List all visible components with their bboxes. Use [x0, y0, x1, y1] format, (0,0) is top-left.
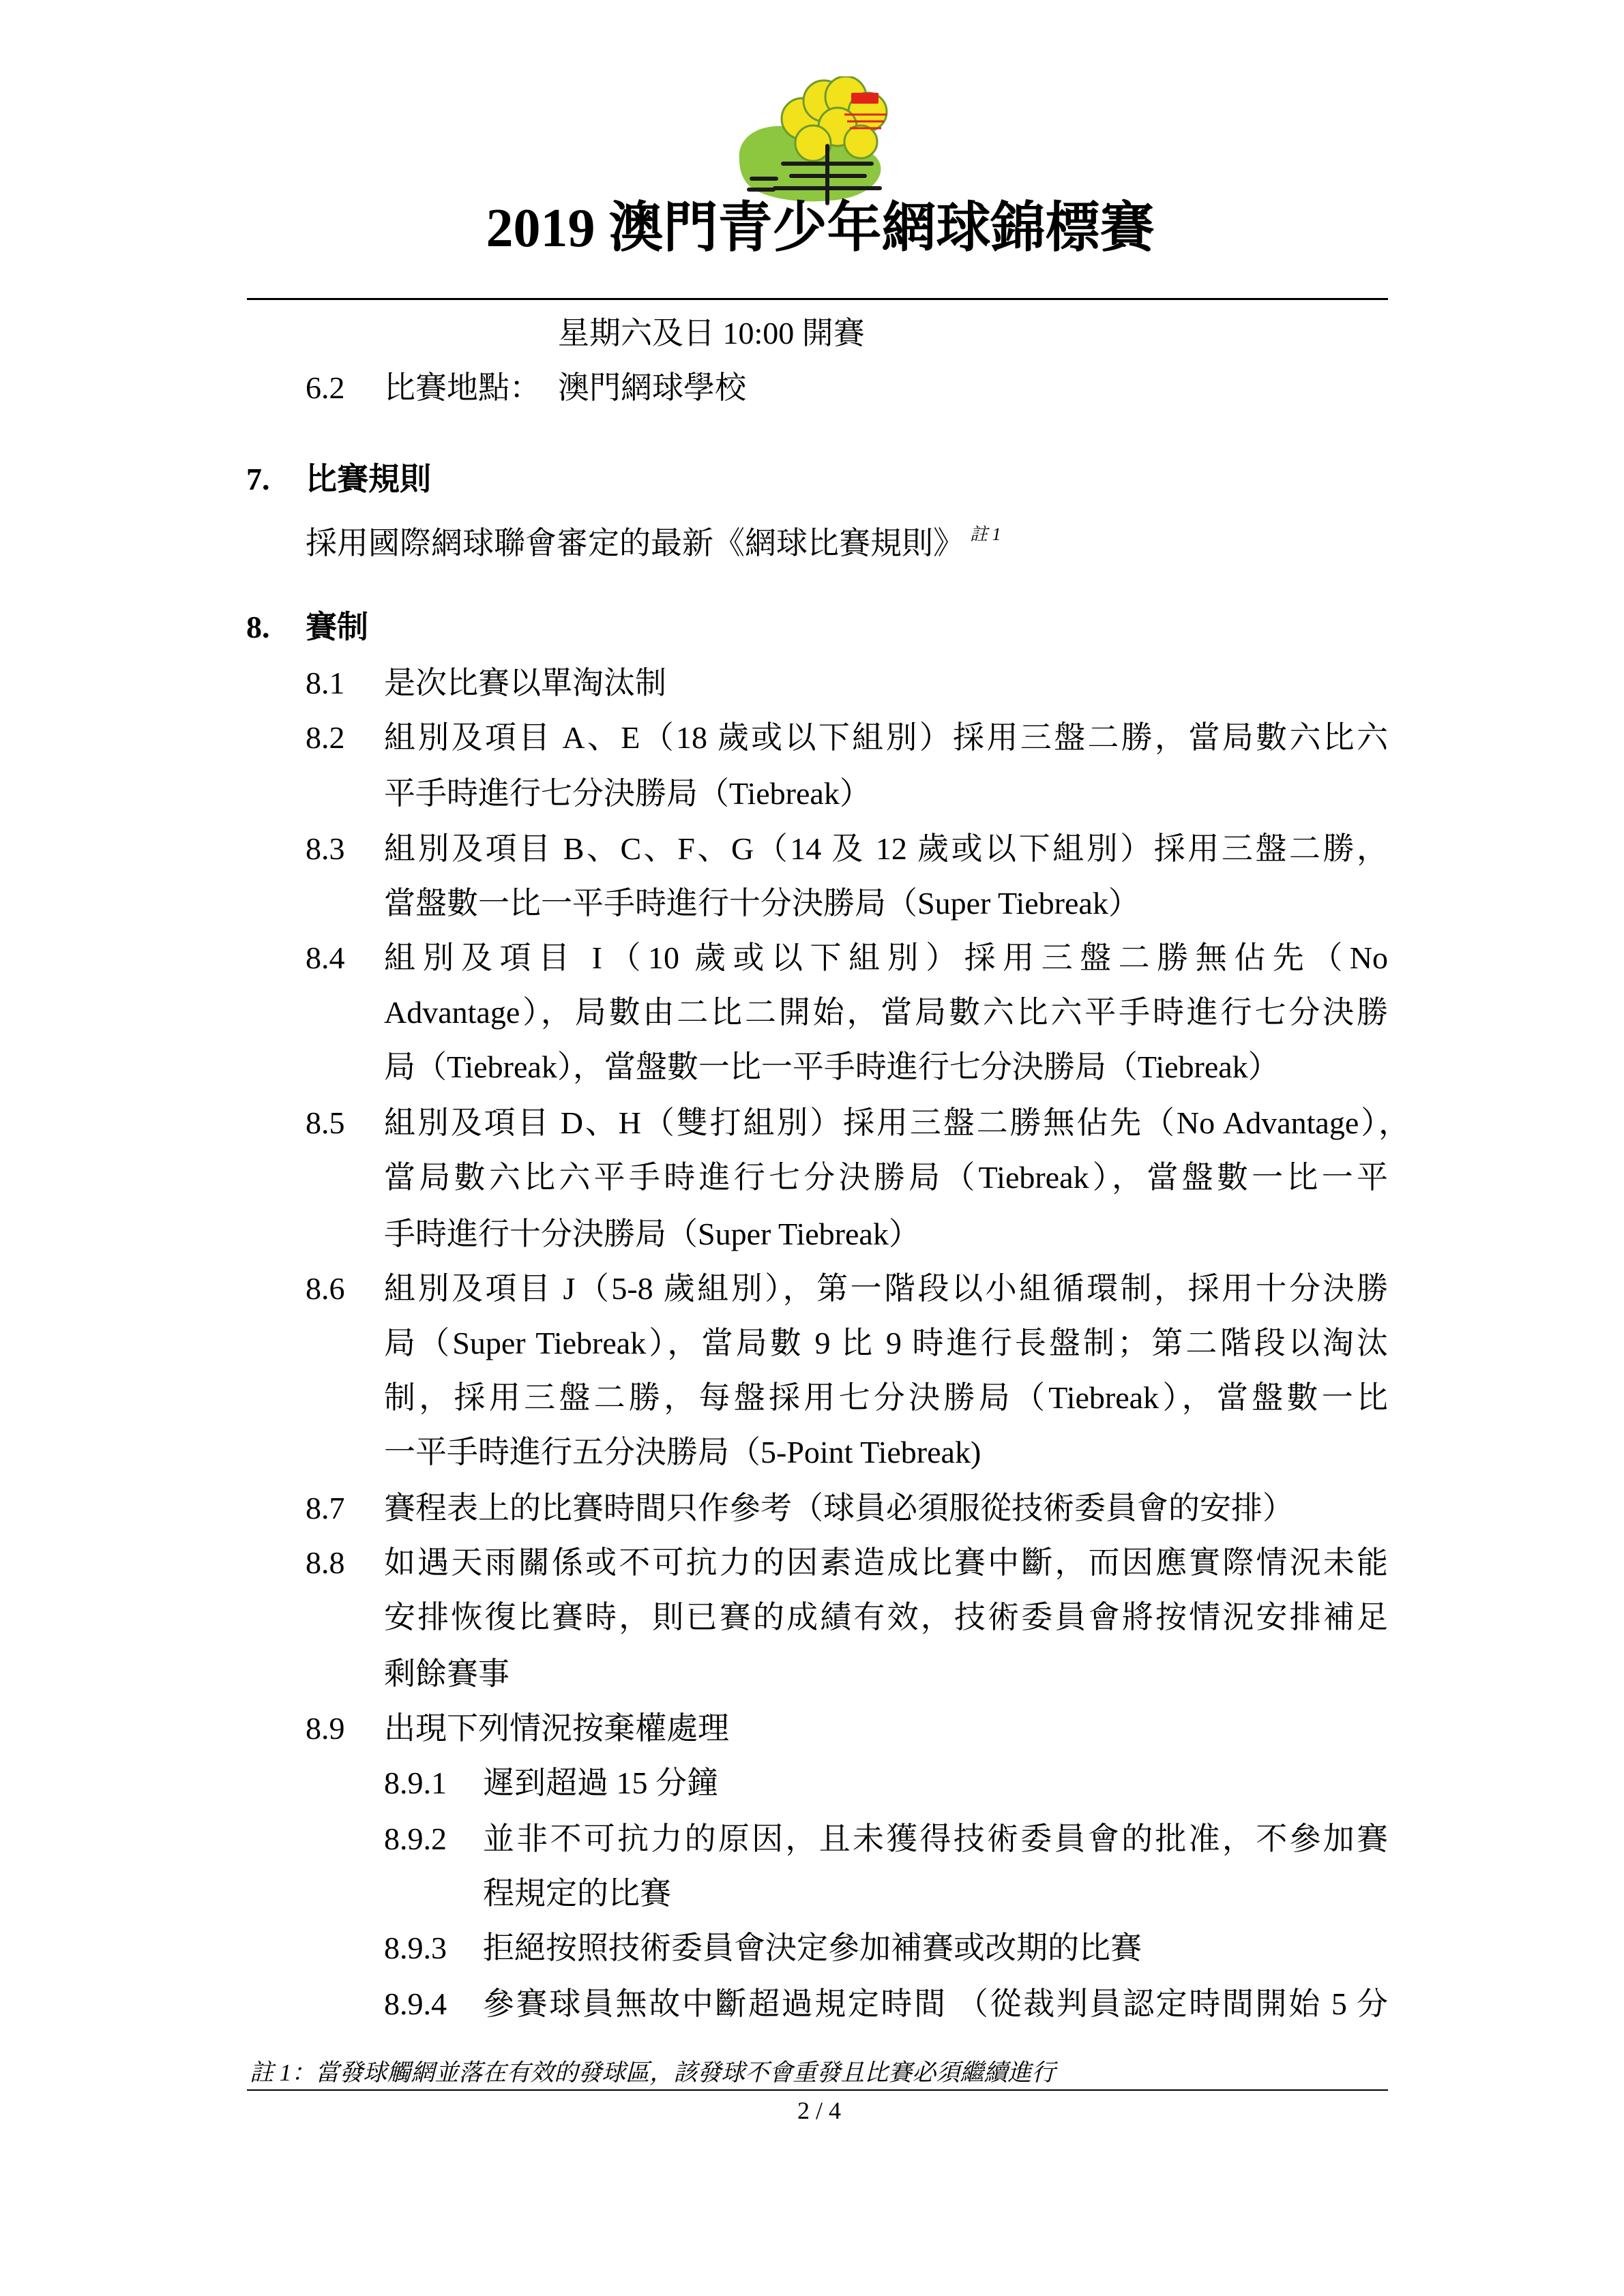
item-text-line: 如遇天雨關係或不可抗力的因素造成比賽中斷，而因應實際情況未能 [384, 1545, 1388, 1580]
rules-paragraph [306, 507, 1001, 562]
rules-text: 採用國際網球聯會審定的最新《網球比賽規則》 [306, 526, 964, 561]
subitem-text-line: 拒絕按照技術委員會決定參加補賽或改期的比賽 [483, 1930, 1142, 1965]
footnote-reference: 註 1 [970, 524, 1001, 544]
subitem-number: 8.9.4 [384, 1986, 447, 2021]
section-heading: 比賽規則 [306, 462, 431, 496]
item-number: 8.3 [306, 831, 345, 866]
subitem-number: 8.9.2 [384, 1821, 447, 1856]
subitem-text-line: 遲到超過 15 分鐘 [483, 1765, 718, 1800]
item-text-line: 是次比賽以單淘汰制 [384, 666, 666, 700]
section-number: 8. [246, 610, 270, 644]
section-number: 7. [246, 462, 270, 496]
item-text-line: 安排恢復比賽時，則已賽的成績有效，技術委員會將按情況安排補足 [384, 1600, 1388, 1635]
item-text-line: 手時進行十分決勝局（Super Tiebreak） [384, 1217, 920, 1251]
footer-divider [247, 2089, 1388, 2091]
item-text-line: 出現下列情況按棄權處理 [384, 1711, 729, 1746]
subitem-text-line: 參賽球員無故中斷超過規定時間 （從裁判員認定時間開始 5 分 [483, 1986, 1388, 2021]
item-text-line: Advantage），局數由二比二開始，當局數六比六平手時進行七分決勝 [384, 995, 1388, 1030]
item-text-line: 組別及項目 I（10 歲或以下組別）採用三盤二勝無佔先（No [384, 940, 1388, 975]
item-number: 8.9 [306, 1711, 345, 1746]
item-text-line: 組別及項目 A、E（18 歲或以下組別）採用三盤二勝，當局數六比六 [384, 720, 1388, 755]
item-number: 8.8 [306, 1545, 345, 1580]
venue-label: 比賽地點： [384, 370, 541, 405]
footnote: 註 1：當發球觸網並落在有效的發球區，該發球不會重發且比賽必須繼續進行 [250, 2059, 1056, 2086]
page-number: 2 / 4 [797, 2097, 841, 2124]
subitem-text-line: 並非不可抗力的原因，且未獲得技術委員會的批准，不參加賽 [483, 1821, 1388, 1856]
association-emblem-icon [851, 93, 879, 104]
item-text-line: 一平手時進行五分決勝局（5-Point Tiebreak) [384, 1435, 981, 1470]
item-number: 6.2 [306, 370, 345, 405]
item-text-line: 組別及項目 B、C、F、G（14 及 12 歲或以下組別）採用三盤二勝， [384, 831, 1388, 866]
item-number: 8.7 [306, 1491, 345, 1525]
item-text-line: 當局數六比六平手時進行七分決勝局（Tiebreak），當盤數一比一平 [384, 1160, 1388, 1195]
tennis-ball-icon [844, 125, 877, 158]
header-divider [247, 298, 1388, 300]
item-text-line: 當盤數一比一平手時進行十分決勝局（Super Tiebreak） [384, 886, 1140, 921]
page-title: 2019 澳門青少年網球錦標賽 [486, 198, 1155, 258]
item-text-line: 平手時進行七分決勝局（Tiebreak） [384, 776, 871, 811]
item-number: 8.4 [306, 940, 345, 975]
item-text-line: 組別及項目 J（5-8 歲組別），第一階段以小組循環制，採用十分決勝 [384, 1271, 1388, 1306]
item-number: 8.5 [306, 1105, 345, 1140]
venue-value: 澳門網球學校 [558, 370, 746, 405]
item-number: 8.2 [306, 720, 345, 755]
item-text-line: 剩餘賽事 [384, 1656, 510, 1691]
item-text-line: 制，採用三盤二勝，每盤採用七分決勝局（Tiebreak），當盤數一比 [384, 1380, 1388, 1415]
logo [735, 76, 906, 206]
subitem-number: 8.9.3 [384, 1930, 447, 1965]
schedule-time-line: 星期六及日 10:00 開賽 [558, 316, 865, 351]
section-heading: 賽制 [306, 610, 368, 644]
item-number: 8.1 [306, 666, 345, 700]
subitem-number: 8.9.1 [384, 1765, 447, 1800]
item-text-line: 組別及項目 D、H（雙打組別）採用三盤二勝無佔先（No Advantage）， [384, 1105, 1410, 1140]
subitem-text-line: 程規定的比賽 [483, 1876, 671, 1911]
item-text-line: 賽程表上的比賽時間只作參考（球員必須服從技術委員會的安排） [384, 1491, 1294, 1525]
item-text-line: 局（Tiebreak），當盤數一比一平手時進行七分決勝局（Tiebreak） [384, 1049, 1280, 1084]
item-text-line: 局（Super Tiebreak），當局數 9 比 9 時進行長盤制；第二階段以淘汰 [384, 1326, 1388, 1360]
item-number: 8.6 [306, 1271, 345, 1306]
